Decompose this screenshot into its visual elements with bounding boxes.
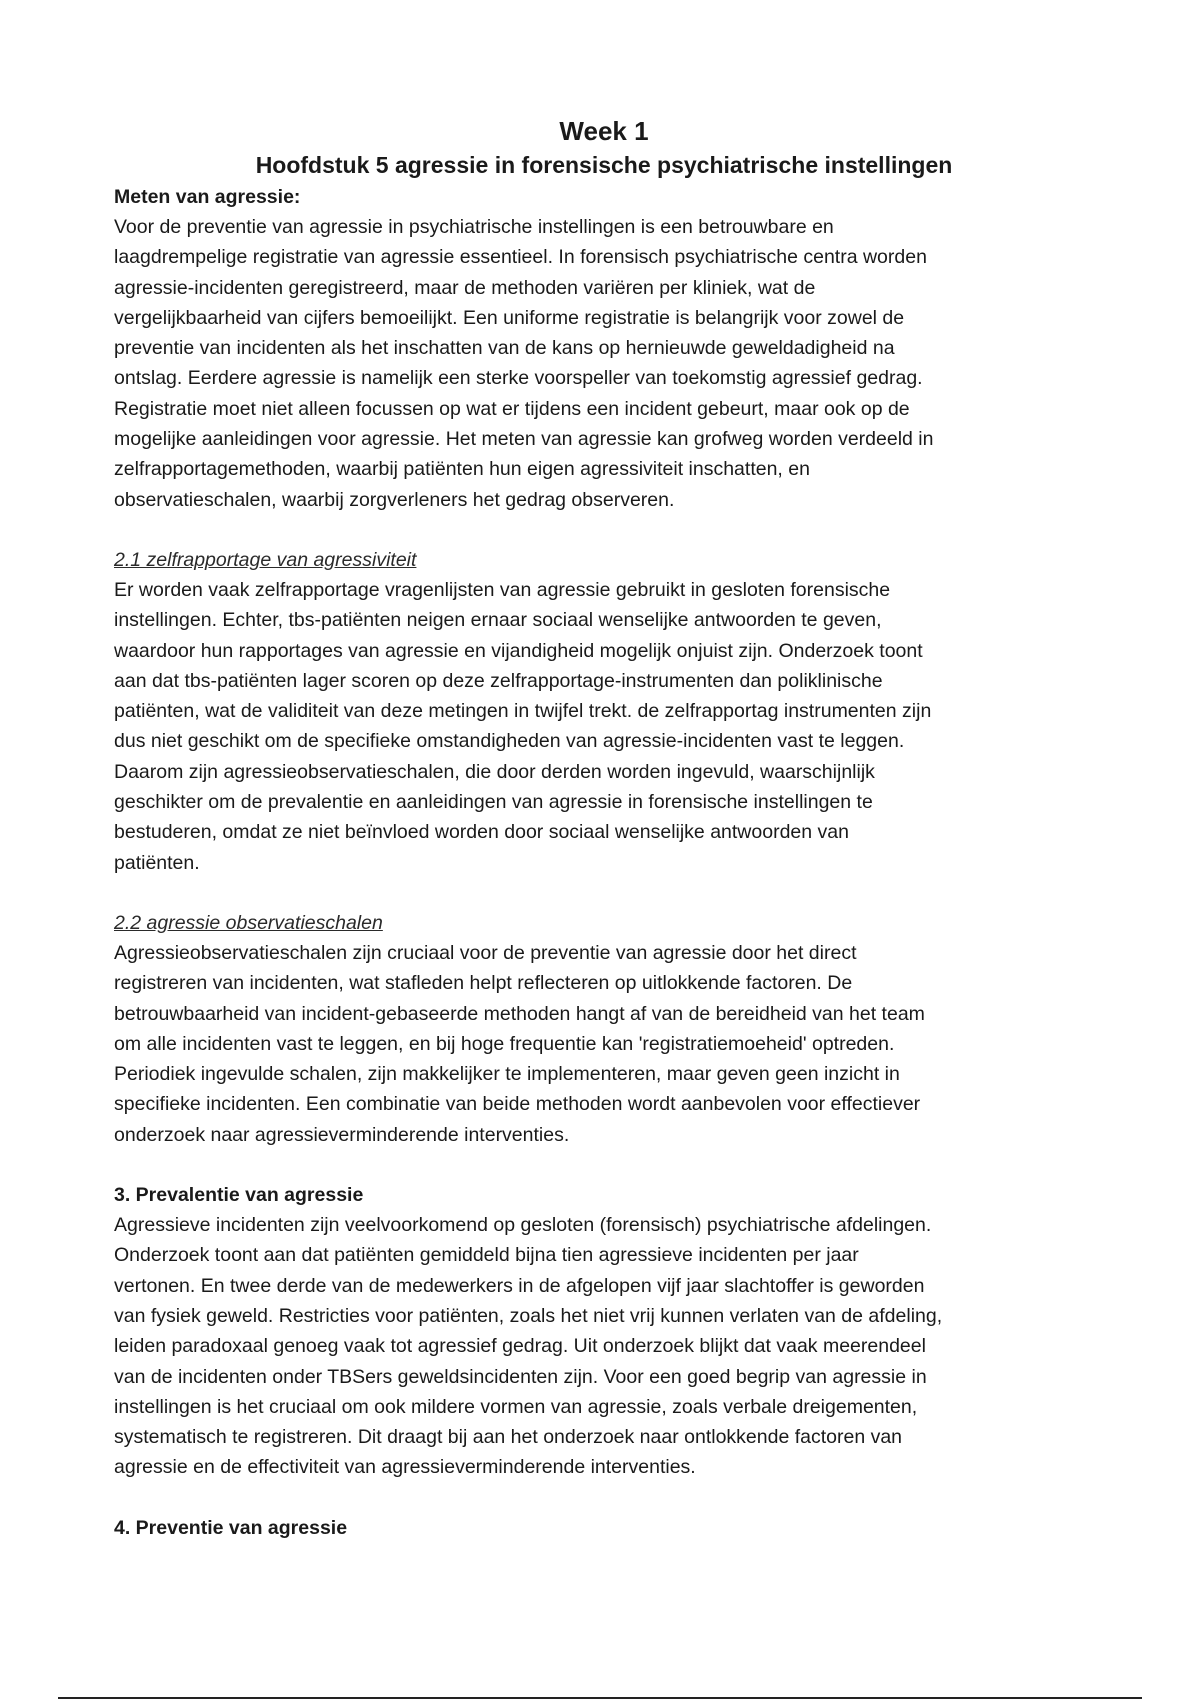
text-line: agressie-incidenten geregistreerd, maar de methoden variëren per kliniek, wat de <box>114 276 816 299</box>
footer-divider <box>58 1697 1142 1699</box>
text-line: patiënten. <box>114 851 200 874</box>
subsection-heading: 2.2 agressie observatieschalen <box>114 911 383 934</box>
text-line: laagdrempelige registratie van agressie essentieel. In forensisch psychiatrische centra worden <box>114 246 927 269</box>
text-line: onderzoek naar agressieverminderende interventies. <box>114 1123 570 1146</box>
paragraph <box>114 938 1094 1150</box>
text-line: agressie en de effectiviteit van agressieverminderende interventies. <box>114 1456 696 1479</box>
text-line: van de incidenten onder TBSers geweldsincidenten zijn. Voor een goed begrip van agressie in <box>114 1365 927 1388</box>
text-line: preventie van incidenten als het inschatten van de kans op hernieuwde geweldadigheid na <box>114 337 895 360</box>
text-line: vertonen. En twee derde van de medewerkers in de afgelopen vijf jaar slachtoffer is geworden <box>114 1274 925 1297</box>
chapter-title: Hoofdstuk 5 agressie in forensische psychiatrische instellingen <box>255 152 953 178</box>
text-line: Agressieve incidenten zijn veelvoorkomend op gesloten (forensisch) psychiatrische afdelingen. <box>114 1214 932 1237</box>
text-line: instellingen is het cruciaal om ook mildere vormen van agressie, zoals verbale dreigementen, <box>114 1395 918 1418</box>
section-zelfrapportage <box>114 545 1094 878</box>
text-line: Periodiek ingevulde schalen, zijn makkelijker te implementeren, maar geven geen inzicht in <box>114 1063 900 1086</box>
section-heading: 3. Prevalentie van agressie <box>114 1184 364 1207</box>
text-line: Onderzoek toont aan dat patiënten gemiddeld bijna tien agressieve incidenten per jaar <box>114 1244 859 1267</box>
text-line: Agressieobservatieschalen zijn cruciaal voor de preventie van agressie door het direct <box>114 941 857 964</box>
text-line: registreren van incidenten, wat stafleden helpt reflecteren op uitlokkende factoren. De <box>114 972 853 995</box>
text-line: van fysiek geweld. Restricties voor patiënten, zoals het niet vrij kunnen verlaten van de afdeling, <box>114 1304 943 1327</box>
text-line: aan dat tbs-patiënten lager scoren op deze zelfrapportage-instrumenten dan poliklinische <box>114 669 883 692</box>
text-line: waardoor hun rapportages van agressie en vijandigheid mogelijk onjuist zijn. Onderzoek toont <box>114 639 923 662</box>
text-line: om alle incidenten vast te leggen, en bij hoge frequentie kan 'registratiemoeheid' optreden. <box>114 1032 895 1055</box>
text-line: leiden paradoxaal genoeg vaak tot agressief gedrag. Uit onderzoek blijkt dat vaak meerendeel <box>114 1335 926 1358</box>
section-meten <box>114 182 1094 515</box>
paragraph <box>114 575 1094 878</box>
section-prevalentie <box>114 1180 1094 1483</box>
paragraph <box>114 1210 1094 1483</box>
text-line: betrouwbaarheid van incident-gebaseerde methoden hangt af van de bereidheid van het team <box>114 1002 925 1025</box>
text-line: patiënten, wat de validiteit van deze metingen in twijfel trekt. de zelfrapportag instrumenten zijn <box>114 700 932 723</box>
text-line: Voor de preventie van agressie in psychiatrische instellingen is een betrouwbare en <box>114 216 834 238</box>
text-line: geschikter om de prevalentie en aanleidingen van agressie in forensische instellingen te <box>114 791 873 814</box>
page-title: Week 1 <box>559 116 649 146</box>
section-preventie <box>114 1513 1094 1543</box>
text-line: mogelijke aanleidingen voor agressie. Het meten van agressie kan grofweg worden verdeeld in <box>114 428 934 451</box>
document-page <box>114 114 1094 1543</box>
text-line: Registratie moet niet alleen focussen op wat er tijdens een incident gebeurt, maar ook op de <box>114 397 910 420</box>
section-heading: Meten van agressie: <box>114 186 301 208</box>
text-line: specifieke incidenten. Een combinatie van beide methoden wordt aanbevolen voor effectiever <box>114 1093 921 1116</box>
text-line: systematisch te registreren. Dit draagt bij aan het onderzoek naar ontlokkende factoren van <box>114 1426 903 1449</box>
text-line: bestuderen, omdat ze niet beïnvloed worden door sociaal wenselijke antwoorden van <box>114 821 849 844</box>
paragraph <box>114 212 1094 515</box>
text-line: Er worden vaak zelfrapportage vragenlijsten van agressie gebruikt in gesloten forensische <box>114 578 891 601</box>
text-line: zelfrapportagemethoden, waarbij patiënten hun eigen agressiviteit inschatten, en <box>114 458 810 481</box>
text-line: dus niet geschikt om de specifieke omstandigheden van agressie-incidenten vast te leggen. <box>114 730 905 753</box>
section-heading: 4. Preventie van agressie <box>114 1516 348 1539</box>
section-observatieschalen <box>114 908 1094 1150</box>
text-line: ontslag. Eerdere agressie is namelijk een sterke voorspeller van toekomstig agressief gedrag. <box>114 367 923 390</box>
text-line: observatieschalen, waarbij zorgverleners het gedrag observeren. <box>114 488 675 511</box>
text-line: vergelijkbaarheid van cijfers bemoeilijkt. Een uniforme registratie is belangrijk voor zowel de <box>114 306 905 329</box>
subsection-heading: 2.1 zelfrapportage van agressiviteit <box>114 548 417 571</box>
text-line: instellingen. Echter, tbs-patiënten neigen ernaar sociaal wenselijke antwoorden te geven, <box>114 609 882 632</box>
text-line: Daarom zijn agressieobservatieschalen, die door derden worden ingevuld, waarschijnlijk <box>114 760 875 783</box>
